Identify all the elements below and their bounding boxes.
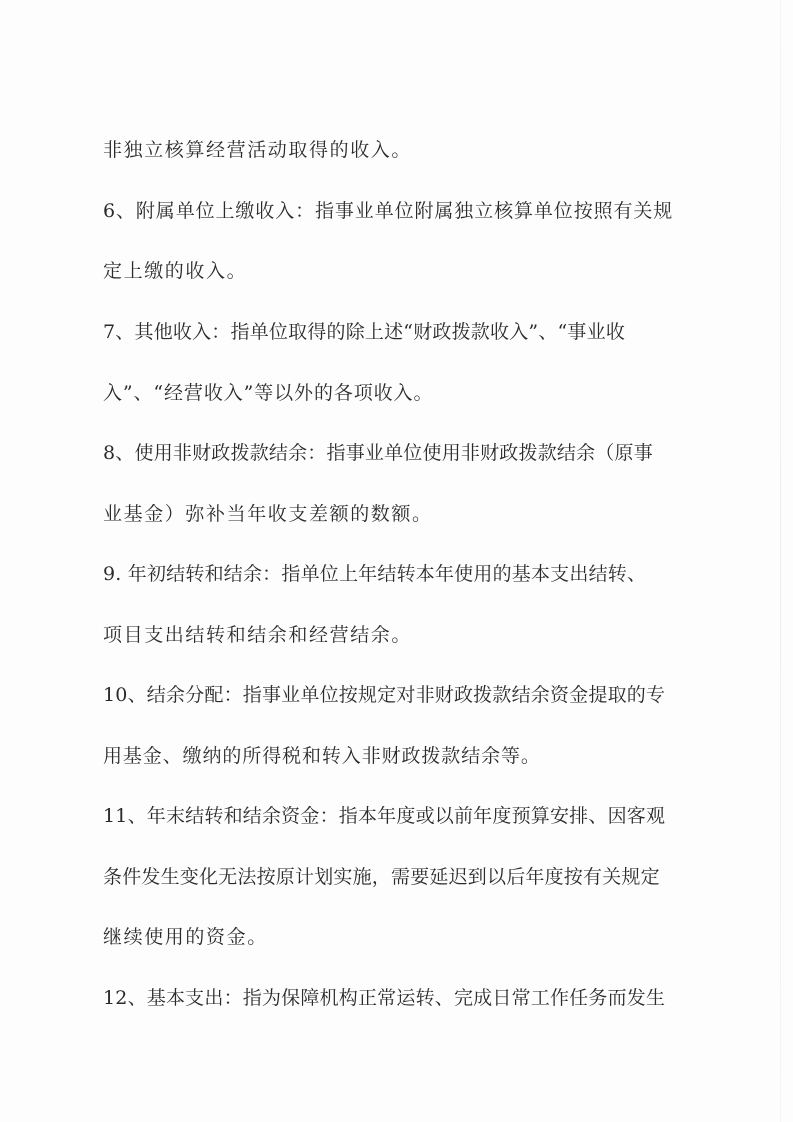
text-line-15: 12、基本支出：指为保障机构正常运转、完成日常工作任务而发生 [103,987,666,1009]
text-line-13: 条件发生变化无法按原计划实施，需要延迟到以后年度按有关规定 [103,866,660,888]
text-line-5: 入”、“经营收入”等以外的各项收入。 [103,382,434,404]
text-line-3: 定上缴的收入。 [103,260,248,282]
text-line-4: 7、其他收入：指单位取得的除上述“财政拨款收入”、“事业收 [103,321,626,343]
text-line-8: 9. 年初结转和结余：指单位上年结转本年使用的基本支出结转、 [103,563,647,585]
scan-edge-shadow [780,0,781,1122]
text-line-2: 6、附属单位上缴收入：指事业单位附属独立核算单位按照有关规 [103,200,674,222]
text-line-6: 8、使用非财政拨款结余：指事业单位使用非财政拨款结余（原事 [103,442,653,464]
text-line-10: 10、结余分配：指事业单位按规定对非财政拨款结余资金提取的专 [103,684,666,706]
text-line-1: 非独立核算经营活动取得的收入。 [103,139,413,161]
text-line-12: 11、年末结转和结余资金：指本年度或以前年度预算安排、因客观 [103,805,666,827]
text-line-11: 用基金、缴纳的所得税和转入非财政拨款结余等。 [103,745,541,767]
text-line-9: 项目支出结转和结余和经营结余。 [103,624,413,646]
text-line-7: 业基金）弥补当年收支差额的数额。 [103,503,433,525]
text-line-14: 继续使用的资金。 [103,926,268,948]
